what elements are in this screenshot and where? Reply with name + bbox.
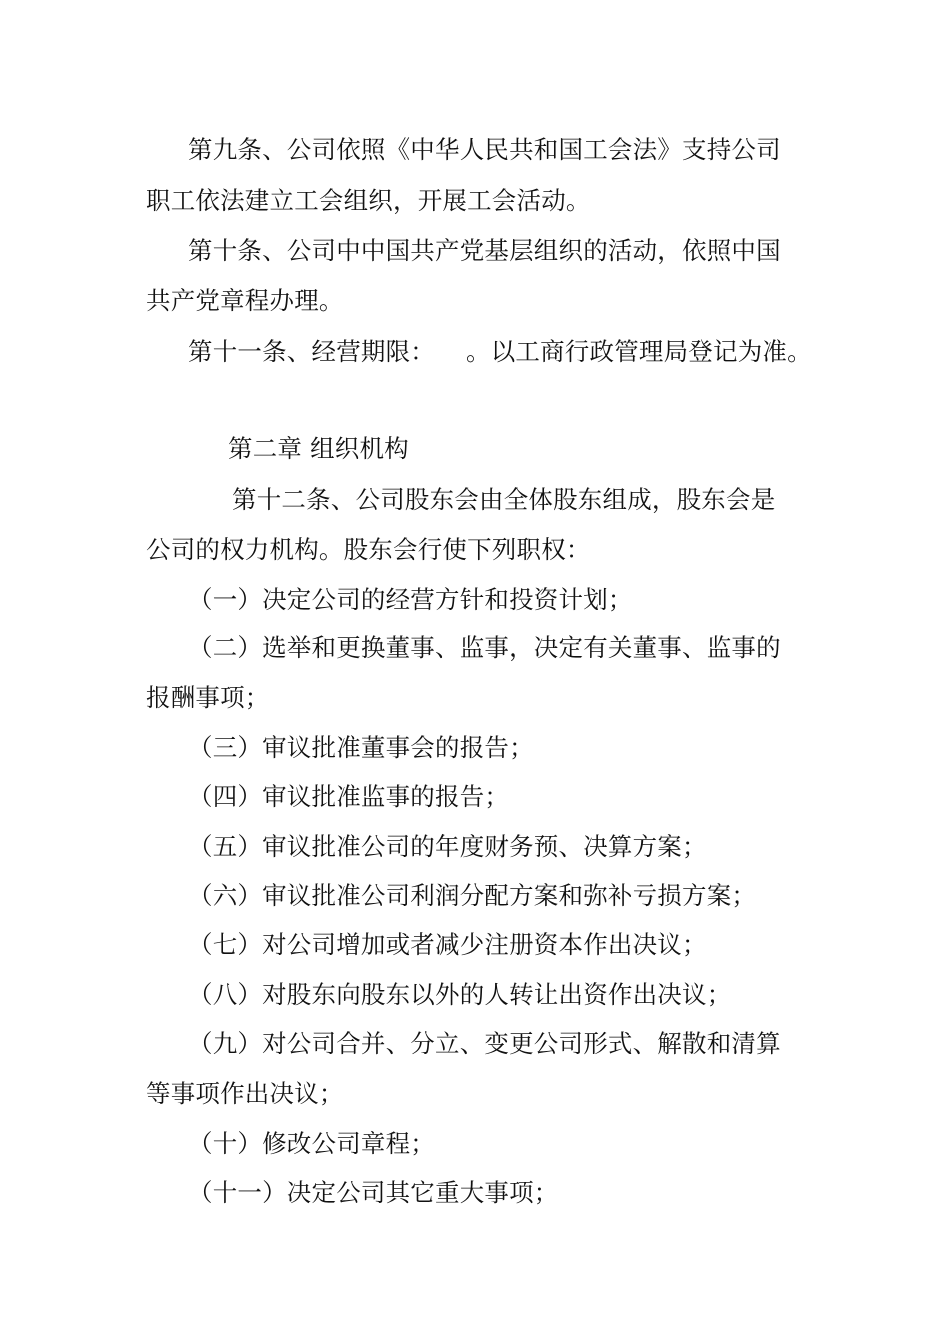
power-item-9-text-2: 等事项作出决议； (146, 1079, 344, 1108)
power-item-10-text: （十）修改公司章程； (188, 1129, 435, 1158)
article-12-text-1: 第十二条、公司股东会由全体股东组成，股东会是 (232, 485, 776, 514)
article-10-line-1 (0, 231, 950, 271)
article-11-line (0, 332, 950, 372)
power-item-2-line-1 (0, 628, 950, 668)
power-item-9-line-2 (0, 1074, 950, 1114)
power-item-7-text: （七）对公司增加或者减少注册资本作出决议； (188, 930, 707, 959)
article-9-line-1 (0, 130, 950, 170)
article-9-line-2 (0, 181, 950, 221)
power-item-11 (0, 1173, 950, 1213)
power-item-4 (0, 777, 950, 817)
power-item-3 (0, 728, 950, 768)
power-item-1 (0, 580, 950, 620)
article-11-suffix: 。以工商行政管理局登记为准。 (466, 337, 812, 366)
power-item-8 (0, 975, 950, 1015)
article-12-line-1 (0, 480, 950, 520)
article-9-text-1: 第九条、公司依照《中华人民共和国工会法》支持公司 (188, 135, 781, 164)
article-11-prefix: 第十一条、经营期限： (188, 337, 435, 366)
power-item-6-text: （六）审议批准公司利润分配方案和弥补亏损方案； (188, 881, 757, 910)
power-item-2-text-2: 报酬事项； (146, 683, 270, 712)
article-12-text-2: 公司的权力机构。股东会行使下列职权： (146, 535, 591, 564)
power-item-3-text: （三）审议批准董事会的报告； (188, 733, 534, 762)
article-12-line-2 (0, 530, 950, 570)
chapter-2-heading (0, 429, 950, 469)
power-item-7 (0, 925, 950, 965)
power-item-4-text: （四）审议批准监事的报告； (188, 782, 510, 811)
power-item-10 (0, 1124, 950, 1164)
power-item-9-text-1: （九）对公司合并、分立、变更公司形式、解散和清算 (188, 1029, 781, 1058)
power-item-6 (0, 876, 950, 916)
power-item-5 (0, 827, 950, 867)
power-item-5-text: （五）审议批准公司的年度财务预、决算方案； (188, 832, 707, 861)
power-item-1-text: （一）决定公司的经营方针和投资计划； (188, 585, 633, 614)
power-item-8-text: （八）对股东向股东以外的人转让出资作出决议； (188, 980, 732, 1009)
chapter-2-title: 第二章 组织机构 (228, 434, 409, 463)
power-item-11-text: （十一）决定公司其它重大事项； (188, 1178, 559, 1207)
power-item-9-line-1 (0, 1024, 950, 1064)
article-10-text-2: 共产党章程办理。 (146, 286, 344, 315)
power-item-2-text-1: （二）选举和更换董事、监事，决定有关董事、监事的 (188, 633, 781, 662)
article-10-text-1: 第十条、公司中中国共产党基层组织的活动，依照中国 (188, 236, 781, 265)
article-9-text-2: 职工依法建立工会组织，开展工会活动。 (146, 186, 591, 215)
power-item-2-line-2 (0, 678, 950, 718)
article-10-line-2 (0, 281, 950, 321)
